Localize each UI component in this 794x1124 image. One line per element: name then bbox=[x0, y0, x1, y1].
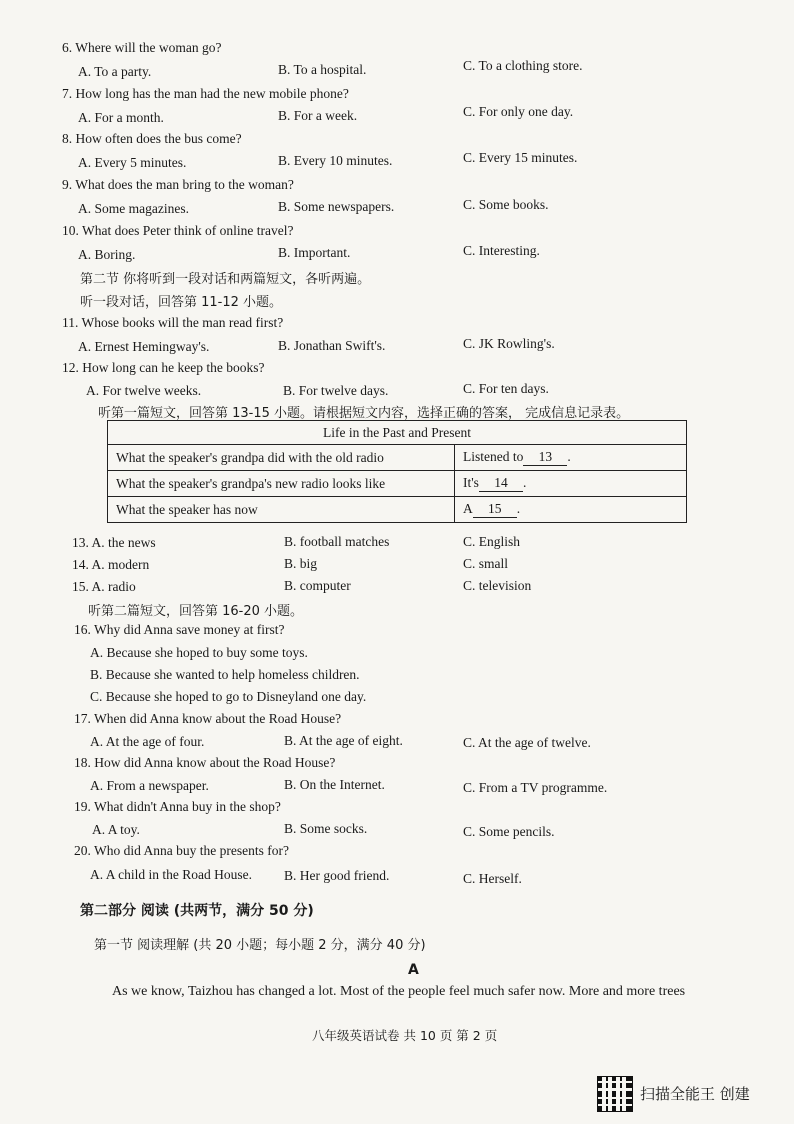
question-16-option-c: C. Because she hoped to go to Disneyland one day. bbox=[90, 689, 367, 704]
question-11-option-b: B. Jonathan Swift's. bbox=[278, 338, 386, 353]
question-6-option-c: C. To a clothing store. bbox=[463, 58, 583, 73]
question-13-option-c: C. English bbox=[463, 534, 521, 549]
answer-blank-15[interactable]: 15 bbox=[473, 501, 517, 518]
table-row-answer bbox=[455, 497, 687, 523]
question-13-option-a: 13. A. the news bbox=[72, 535, 156, 550]
table-row-answer bbox=[455, 445, 687, 471]
question-8-option-b: B. Every 10 minutes. bbox=[278, 153, 393, 168]
answer-blank-14[interactable]: 14 bbox=[479, 475, 523, 492]
question-7-option-a: A. For a month. bbox=[78, 110, 164, 125]
passage-label: A bbox=[408, 962, 419, 978]
question-17-option-c: C. At the age of twelve. bbox=[463, 735, 591, 750]
question-16-option-b: B. Because she wanted to help homeless children. bbox=[90, 667, 360, 682]
question-19-option-b: B. Some socks. bbox=[284, 821, 368, 836]
question-10-stem: 10. What does Peter think of online travel? bbox=[62, 223, 294, 238]
question-16-option-a: A. Because she hoped to buy some toys. bbox=[90, 645, 308, 660]
answer-suffix: . bbox=[516, 501, 521, 516]
question-9-option-c: C. Some books. bbox=[463, 197, 549, 212]
table-row bbox=[108, 497, 687, 523]
question-8-option-c: C. Every 15 minutes. bbox=[463, 150, 578, 165]
question-14-option-a: 14. A. modern bbox=[72, 557, 150, 572]
answer-prefix: It's bbox=[463, 475, 479, 490]
question-11-option-a: A. Ernest Hemingway's. bbox=[78, 339, 210, 354]
question-16-stem: 16. Why did Anna save money at first? bbox=[74, 622, 285, 637]
question-19-option-a: A. A toy. bbox=[92, 822, 140, 837]
question-7-option-c: C. For only one day. bbox=[463, 104, 574, 119]
question-20-option-a: A. A child in the Road House. bbox=[90, 867, 252, 882]
table-row-label: What the speaker's grandpa did with the old radio bbox=[108, 445, 455, 471]
question-12-option-a: A. For twelve weeks. bbox=[86, 383, 202, 398]
question-8-stem: 8. How often does the bus come? bbox=[62, 131, 242, 146]
question-19-stem: 19. What didn't Anna buy in the shop? bbox=[74, 799, 281, 814]
passage-1-instruction: 听第一篇短文，回答第 13-15 小题。请根据短文内容，选择正确的答案， 完成信息记录表。 bbox=[98, 406, 630, 421]
question-12-stem: 12. How long can he keep the books? bbox=[62, 360, 265, 375]
section-2-title: 第二节 你将听到一段对话和两篇短文，各听两遍。 bbox=[80, 272, 371, 287]
question-15-option-a: 15. A. radio bbox=[72, 579, 136, 594]
question-6-option-b: B. To a hospital. bbox=[278, 62, 367, 77]
dialogue-instruction: 听一段对话，回答第 11-12 小题。 bbox=[80, 295, 283, 310]
question-17-stem: 17. When did Anna know about the Road House? bbox=[74, 711, 342, 726]
question-17-option-b: B. At the age of eight. bbox=[284, 733, 403, 748]
question-20-option-b: B. Her good friend. bbox=[284, 868, 390, 883]
table-row bbox=[108, 445, 687, 471]
table-row-label: What the speaker's grandpa's new radio looks like bbox=[108, 471, 455, 497]
question-11-stem: 11. Whose books will the man read first? bbox=[62, 315, 284, 330]
part-2-title: 第二部分 阅读 (共两节，满分 50 分) bbox=[80, 903, 314, 919]
question-11-option-c: C. JK Rowling's. bbox=[463, 336, 555, 351]
answer-blank-13[interactable]: 13 bbox=[523, 449, 567, 466]
question-20-option-c: C. Herself. bbox=[463, 871, 522, 886]
question-7-option-b: B. For a week. bbox=[278, 108, 358, 123]
question-19-option-c: C. Some pencils. bbox=[463, 824, 555, 839]
question-6-stem: 6. Where will the woman go? bbox=[62, 40, 222, 55]
question-15-option-b: B. computer bbox=[284, 578, 351, 593]
question-15-option-c: C. television bbox=[463, 578, 532, 593]
question-12-option-b: B. For twelve days. bbox=[283, 383, 389, 398]
passage-a-first-line: As we know, Taizhou has changed a lot. Most of the people feel much safer now. More and more trees bbox=[112, 984, 686, 999]
reading-section-1-title: 第一节 阅读理解 (共 20 小题；每小题 2 分，满分 40 分) bbox=[94, 938, 426, 953]
question-12-option-c: C. For ten days. bbox=[463, 381, 549, 396]
question-20-stem: 20. Who did Anna buy the presents for? bbox=[74, 843, 289, 858]
question-9-option-b: B. Some newspapers. bbox=[278, 199, 395, 214]
table-row-answer bbox=[455, 471, 687, 497]
scanner-watermark: 扫描全能王 创建 bbox=[640, 1085, 750, 1103]
question-8-option-a: A. Every 5 minutes. bbox=[78, 155, 187, 170]
question-18-option-b: B. On the Internet. bbox=[284, 777, 385, 792]
answer-suffix: . bbox=[567, 449, 571, 464]
question-13-option-b: B. football matches bbox=[284, 534, 390, 549]
passage-2-instruction: 听第二篇短文，回答第 16-20 小题。 bbox=[88, 604, 304, 619]
question-17-option-a: A. At the age of four. bbox=[90, 734, 205, 749]
page-footer: 八年级英语试卷 共 10 页 第 2 页 bbox=[312, 1028, 498, 1043]
question-18-stem: 18. How did Anna know about the Road House? bbox=[74, 755, 336, 770]
table-row bbox=[108, 471, 687, 497]
question-18-option-a: A. From a newspaper. bbox=[90, 778, 209, 793]
question-14-option-c: C. small bbox=[463, 556, 509, 571]
question-10-option-b: B. Important. bbox=[278, 245, 351, 260]
info-record-table bbox=[107, 420, 687, 523]
question-10-option-a: A. Boring. bbox=[78, 247, 136, 262]
qr-code-icon bbox=[597, 1076, 633, 1112]
answer-prefix: A bbox=[463, 501, 473, 516]
answer-suffix: . bbox=[522, 475, 527, 490]
question-9-option-a: A. Some magazines. bbox=[78, 201, 189, 216]
question-14-option-b: B. big bbox=[284, 556, 318, 571]
table-title: Life in the Past and Present bbox=[108, 421, 687, 445]
question-9-stem: 9. What does the man bring to the woman? bbox=[62, 177, 294, 192]
table-row-label: What the speaker has now bbox=[108, 497, 455, 523]
question-6-option-a: A. To a party. bbox=[78, 64, 152, 79]
question-7-stem: 7. How long has the man had the new mobile phone? bbox=[62, 86, 349, 101]
question-10-option-c: C. Interesting. bbox=[463, 243, 540, 258]
question-18-option-c: C. From a TV programme. bbox=[463, 780, 608, 795]
answer-prefix: Listened to bbox=[463, 449, 524, 464]
